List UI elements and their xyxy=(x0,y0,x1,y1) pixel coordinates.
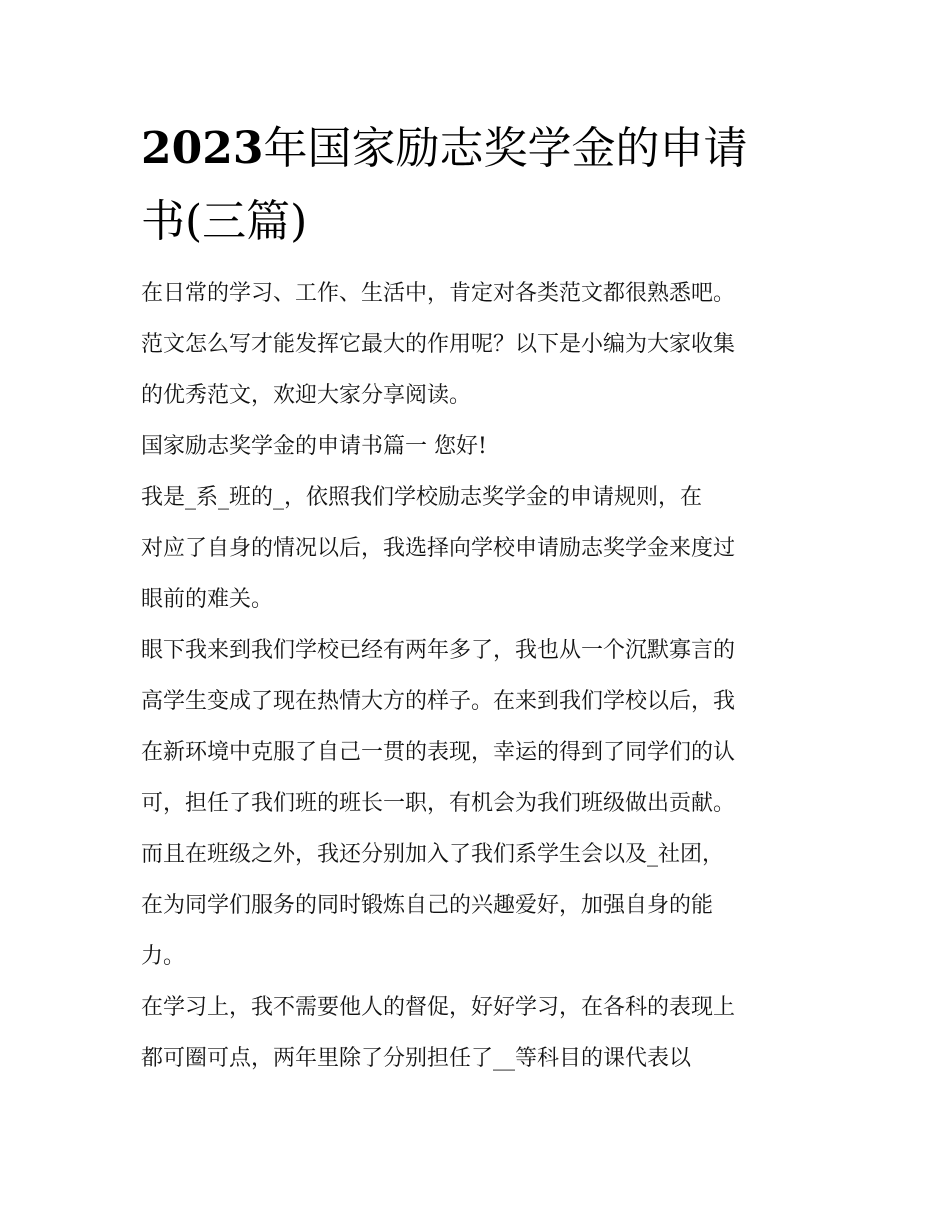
paragraph-self-intro xyxy=(141,472,813,625)
paragraph-line: 的优秀范文，欢迎大家分享阅读。 xyxy=(141,383,472,408)
paragraph-line: 在为同学们服务的同时锻炼自己的兴趣爱好，加强自身的能 xyxy=(141,893,714,918)
document-title xyxy=(141,112,813,258)
title-year: 2023 xyxy=(141,123,264,174)
paragraph-study xyxy=(141,982,813,1084)
paragraph-intro xyxy=(141,268,813,421)
paragraph-line: 高学生变成了现在热情大方的样子。在来到我们学校以后，我 xyxy=(141,689,736,714)
paragraph-line: 我是_系_班的_，依照我们学校励志奖学金的申请规则，在 xyxy=(141,485,703,510)
paragraph-line: 而且在班级之外，我还分别加入了我们系学生会以及_社团， xyxy=(141,842,725,867)
title-line2-text: 书(三篇) xyxy=(141,196,308,247)
paragraph-line: 对应了自身的情况以后，我选择向学校申请励志奖学金来度过 xyxy=(141,536,736,561)
paragraph-line: 眼下我来到我们学校已经有两年多了，我也从一个沉默寡言的 xyxy=(141,638,736,663)
document-body xyxy=(141,112,813,1084)
paragraph-line: 范文怎么写才能发挥它最大的作用呢？以下是小编为大家收集 xyxy=(141,332,736,357)
paragraph-line: 力。 xyxy=(141,944,186,969)
paragraph-line: 可，担任了我们班的班长一职，有机会为我们班级做出贡献。 xyxy=(141,791,736,816)
paragraph-line: 眼前的难关。 xyxy=(141,587,274,612)
paragraph-line: 都可圈可点，两年里除了分别担任了__等科目的课代表以 xyxy=(141,1046,692,1071)
paragraph-heading-greeting xyxy=(141,421,813,472)
paragraph-line: 在新环境中克服了自己一贯的表现，幸运的得到了同学们的认 xyxy=(141,740,736,765)
title-line1-text: 年国家励志奖学金的申请 xyxy=(263,123,748,174)
paragraph-school-life xyxy=(141,625,813,982)
paragraph-line: 在日常的学习、工作、生活中，肯定对各类范文都很熟悉吧。 xyxy=(141,281,736,306)
paragraph-line: 国家励志奖学金的申请书篇一 您好! xyxy=(141,434,487,459)
paragraph-line: 在学习上，我不需要他人的督促，好好学习，在各科的表现上 xyxy=(141,995,736,1020)
